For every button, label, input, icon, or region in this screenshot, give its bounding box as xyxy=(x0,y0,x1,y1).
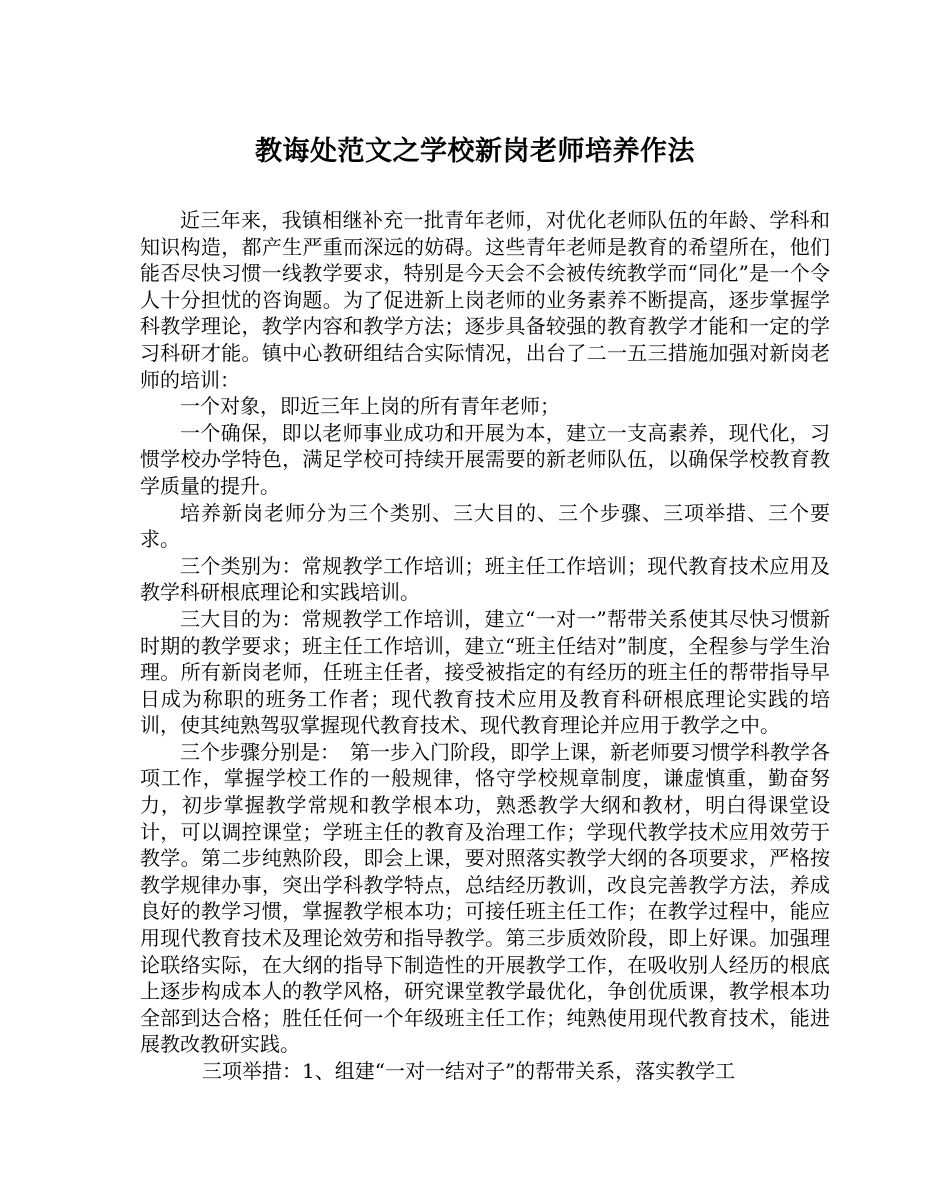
paragraph-one-target: 一个对象，即近三年上岗的所有青年老师； xyxy=(180,394,560,419)
paragraph-intro: 近三年来，我镇相继补充一批青年老师，对优化老师队伍的年龄、学科和知识构造，都产生严重而深远的妨碍。这些青年老师是教育的希望所在，他们能否尽快习惯一线教学要求，特别是今天会不会被传统教学而“同化”是一个令人十分担忧的咨询题。为了促进新上岗老师的业务素养不断提高，逐步掌握学科教学理论，教学内容和教学方法；逐步具备较强的教育教学才能和一定的学习科研才能。镇中心教研组结合实际情况，出台了二一五三措施加强对新岗老师的培训： xyxy=(140,208,830,392)
paragraph-three-goals: 三大目的为：常规教学工作培训，建立“一对一”帮带关系使其尽快习惯新时期的教学要求；班主任工作培训，建立“班主任结对”制度，全程参与学生治理。所有新岗老师，任班主任者，接受被指定的有经历的班主任的帮带指导早日成为称职的班务工作者；现代教育技术应用及教育科研根底理论实践的培训，使其纯熟驾驭掌握现代教育技术、现代教育理论并应用于教学之中。 xyxy=(140,606,830,738)
paragraph-three-categories: 三个类别为：常规教学工作培训；班主任工作培训；现代教育技术应用及教学科研根底理论和实践培训。 xyxy=(140,553,830,605)
paragraph-three-measures: 三项举措：1、组建“一对一结对子”的帮带关系，落实教学工 xyxy=(202,1059,736,1083)
paragraph-training-overview: 培养新岗老师分为三个类别、三大目的、三个步骤、三项举措、三个要求。 xyxy=(140,500,830,552)
document-title: 教诲处范文之学校新岗老师培养作法 xyxy=(255,136,695,167)
document-body xyxy=(140,207,830,1085)
paragraph-three-steps: 三个步骤分别是： 第一步入门阶段，即学上课，新老师要习惯学科教学各项工作，掌握学校工作的一般规律，恪守学校规章制度，谦虚慎重，勤奋努力，初步掌握教学常规和教学根本功，熟悉教学大纲和教材，明白得课堂设计，可以调控课堂；学班主任的教育及治理工作；学现代教学技术应用效劳于教学。第二步纯熟阶段，即会上课，要对照落实教学大纲的各项要求，严格按教学规律办事，突出学科教学特点，总结经历教训，改良完善教学方法，养成良好的教学习惯，掌握教学根本功；可接任班主任工作；在教学过程中，能应用现代教育技术及理论效劳和指导教学。第三步质效阶段，即上好课。加强理论联络实际，在大纲的指导下制造性的开展教学工作，在吸收别人经历的根底上逐步构成本人的教学风格，研究课堂教学最优化，争创优质课，教学根本功全部到达合格；胜任任何一个年级班主任工作；纯熟使用现代教育技术，能进展教改教研实践。 xyxy=(140,739,830,1057)
paragraph-one-guarantee: 一个确保，即以老师事业成功和开展为本，建立一支高素养，现代化，习惯学校办学特色，满足学校可持续开展需要的新老师队伍，以确保学校教育教学质量的提升。 xyxy=(140,420,830,498)
